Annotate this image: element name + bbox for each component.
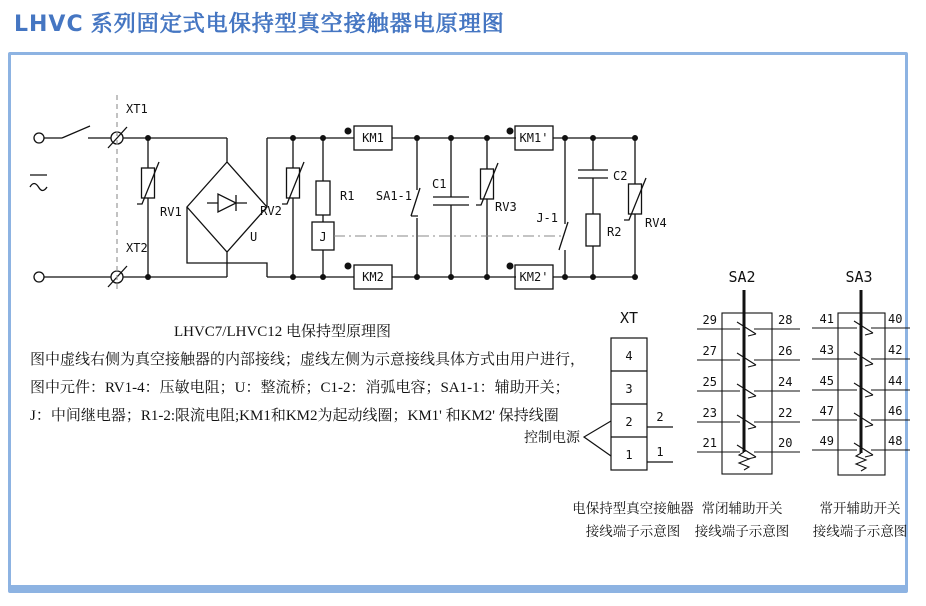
circuit-wires — [30, 126, 646, 289]
description-title: LHVC7/LHVC12 电保持型原理图 — [173, 324, 392, 340]
sa3-title: SA3 — [845, 268, 873, 286]
sa3-caption-1: 常开辅助开关 — [819, 501, 901, 516]
xt-left-bracket — [584, 421, 611, 456]
description-block — [30, 318, 586, 430]
rv3-body — [481, 169, 494, 199]
xt-right-label-1: 1 — [656, 445, 664, 459]
xt-caption-1: 电保持型真空接触器 — [572, 501, 694, 516]
xt1-label: XT1 — [126, 102, 148, 116]
sa2-terminal-27: 27 — [702, 344, 717, 358]
km2-label: KM2 — [362, 270, 384, 284]
sa3-terminal-diagram — [812, 268, 910, 539]
sa3-terminal-40: 40 — [888, 312, 903, 326]
j-1-label: J-1 — [536, 211, 558, 225]
km2p-coil-dot — [507, 263, 514, 270]
rv1-label: RV1 — [160, 205, 182, 219]
sa3-terminal-43: 43 — [819, 343, 834, 357]
sa2-terminal-20: 20 — [778, 436, 793, 450]
j-label: J — [319, 230, 327, 244]
r2-label: R2 — [607, 225, 622, 239]
sa2-terminal-24: 24 — [778, 375, 793, 389]
sa2-caption-2: 接线端子示意图 — [694, 524, 790, 539]
component-labels — [126, 102, 667, 284]
sa2-terminal-22: 22 — [778, 406, 793, 420]
rv1-body — [142, 168, 155, 198]
sa2-terminal-26: 26 — [778, 344, 793, 358]
description-line-1: 图中虚线右侧为真空接触器的内部接线；虚线左侧为示意接线具体方式由用户进行， — [30, 352, 586, 368]
xt-terminal-diagram — [524, 309, 694, 539]
r1-label: R1 — [340, 189, 355, 203]
control-power-label: 控制电源 — [524, 431, 580, 446]
sa2-terminal-23: 23 — [702, 406, 717, 420]
rv2-body — [287, 168, 300, 198]
r1-body — [316, 181, 330, 215]
rv4-body — [629, 184, 642, 214]
sa2-title: SA2 — [728, 268, 756, 286]
sa2-terminal-diagram — [695, 268, 800, 539]
sa2-box — [722, 313, 772, 474]
rv2-label: RV2 — [260, 204, 282, 218]
c2-label: C2 — [613, 169, 628, 183]
sa1-1-switch — [411, 138, 420, 277]
sa3-terminal-44: 44 — [888, 374, 903, 388]
xt-cell-2: 2 — [625, 415, 633, 429]
page-title-text: 系列固定式电保持型真空接触器电原理图 — [83, 11, 505, 36]
km1p-coil-dot — [507, 128, 514, 135]
sa2-terminal-28: 28 — [778, 313, 793, 327]
sa2-caption-1: 常闭辅助开关 — [701, 501, 783, 516]
xt-right-label-2: 2 — [656, 410, 664, 424]
sa2-terminal-21: 21 — [702, 436, 717, 450]
sa2-terminal-29: 29 — [702, 313, 717, 327]
sa3-caption-2: 接线端子示意图 — [812, 524, 908, 539]
sa3-terminal-48: 48 — [888, 434, 903, 448]
description-line-2: 图中元件：RV1-4：压敏电阻；U：整流桥；C1-2：消弧电容；SA1-1：辅助开关； — [30, 380, 570, 396]
r2-body — [586, 214, 600, 246]
sa3-terminal-49: 49 — [819, 434, 834, 448]
xt-title: XT — [619, 309, 639, 327]
xt-cell-1: 1 — [625, 448, 633, 462]
km2p-label: KM2' — [519, 270, 549, 284]
sa2-spring — [739, 452, 749, 470]
rv3-label: RV3 — [495, 200, 517, 214]
sa1-1-label: SA1-1 — [375, 189, 412, 203]
c1-label: C1 — [432, 177, 447, 191]
xt-cell-4: 4 — [625, 349, 633, 363]
input-terminal-bottom — [34, 272, 44, 282]
sa3-terminal-46: 46 — [888, 404, 903, 418]
sa3-terminal-47: 47 — [819, 404, 834, 418]
km2-coil-dot — [345, 263, 352, 270]
c1-capacitor — [433, 138, 469, 277]
bridge-diode-triangle — [218, 194, 236, 212]
description-line-3: J：中间继电器；R1-2:限流电阻;KM1和KM2为起动线圈；KM1' 和KM2' 保持线圈 — [30, 408, 559, 424]
xt2-label: XT2 — [126, 241, 148, 255]
ac-source-symbol — [30, 175, 47, 191]
sa3-terminal-42: 42 — [888, 343, 903, 357]
u-label: U — [250, 230, 258, 244]
sa3-spring — [856, 453, 866, 471]
j-1-switch — [559, 138, 568, 277]
xt-cell-3: 3 — [625, 382, 633, 396]
input-terminal-top — [34, 133, 44, 143]
sa2-terminal-25: 25 — [702, 375, 717, 389]
km1p-label: KM1' — [519, 131, 549, 145]
km1-label: KM1 — [362, 131, 384, 145]
km1-coil-dot — [345, 128, 352, 135]
sa3-terminal-41: 41 — [819, 312, 834, 326]
input-switch — [44, 126, 111, 138]
c2-r2-wires — [578, 138, 608, 277]
xt-caption-2: 接线端子示意图 — [585, 524, 681, 539]
sa3-terminal-45: 45 — [819, 374, 834, 388]
rv4-label: RV4 — [645, 216, 667, 230]
page-title-model: LHVC — [14, 12, 84, 37]
